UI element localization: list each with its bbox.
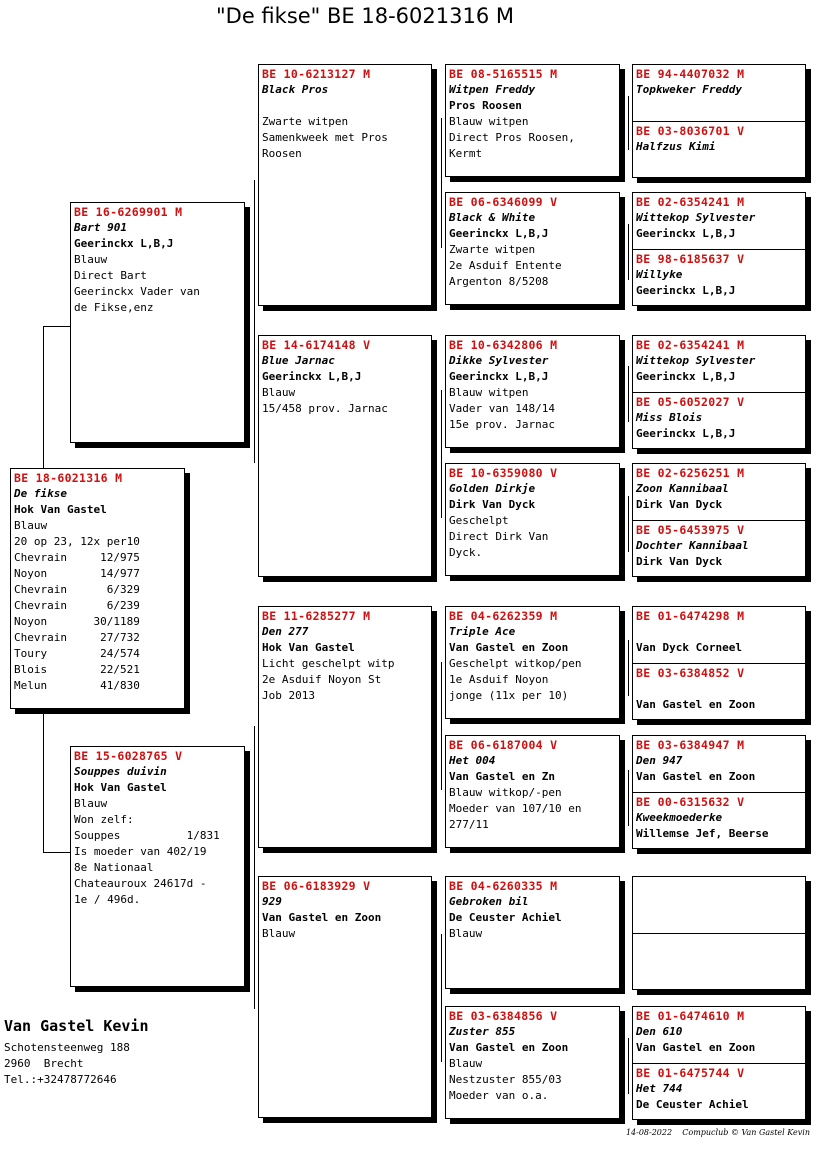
- pigeon-card-gen3[interactable]: [258, 606, 432, 848]
- ring-number: BE 10-6342806 M: [449, 338, 558, 352]
- result-line: Chevrain 12/975: [14, 551, 140, 564]
- owner-name: Pros Roosen: [449, 99, 522, 112]
- connector-line: [441, 662, 442, 790]
- info-line: Blauw witkop/-pen: [449, 786, 562, 799]
- ring-number: BE 03-6384852 V: [636, 666, 745, 680]
- info-line: jonge (11x per 10): [449, 689, 569, 702]
- pigeon-card-gen5-empty[interactable]: [632, 876, 806, 933]
- connector-line: [441, 118, 442, 248]
- pigeon-name: Topkweker Freddy: [636, 83, 742, 96]
- info-line: Blauw: [449, 927, 483, 940]
- ring-number: BE 11-6285277 M: [262, 609, 371, 623]
- pigeon-name: Zoon Kannibaal: [636, 482, 729, 495]
- pigeon-card-gen5[interactable]: [632, 335, 806, 392]
- ring-number: BE 06-6183929 V: [262, 879, 371, 893]
- pigeon-card-gen5[interactable]: [632, 1063, 806, 1120]
- connector-line: [254, 180, 255, 463]
- info-line: [262, 98, 428, 114]
- connector-line: [628, 96, 629, 150]
- info-line: Blauw: [14, 519, 48, 532]
- owner-name: Geerinckx L,B,J: [636, 370, 736, 383]
- info-line: 2e Asduif Entente: [449, 259, 562, 272]
- info-line: Blauw: [74, 797, 108, 810]
- pigeon-name: Zuster 855: [449, 1025, 516, 1038]
- ring-number: BE 06-6346099 V: [449, 195, 558, 209]
- info-line: Blauw: [74, 253, 108, 266]
- pigeon-card-gen4[interactable]: [445, 1006, 620, 1119]
- owner-name: Hok Van Gastel: [262, 641, 355, 654]
- pigeon-name: Den 610: [636, 1025, 683, 1038]
- pigeon-name: Den 947: [636, 754, 683, 767]
- pigeon-card-sire[interactable]: [70, 202, 245, 443]
- ring-number: BE 03-6384856 V: [449, 1009, 558, 1023]
- pigeon-card-gen5[interactable]: [632, 463, 806, 520]
- ring-number: BE 01-6475744 V: [636, 1066, 745, 1080]
- connector-line: [628, 1038, 629, 1094]
- ring-number: BE 16-6269901 M: [74, 205, 183, 219]
- ring-number: BE 02-6256251 M: [636, 466, 745, 480]
- result-line: Chevrain 6/239: [14, 599, 140, 612]
- pigeon-card-gen5[interactable]: [632, 792, 806, 849]
- owner-name: Geerinckx L,B,J: [74, 237, 174, 250]
- pigeon-card-gen3[interactable]: [258, 335, 432, 577]
- info-line: 20 op 23, 12x per10: [14, 535, 140, 548]
- info-line: Dyck.: [449, 546, 483, 559]
- pigeon-name: Blue Jarnac: [262, 354, 335, 367]
- ring-number: BE 04-6262359 M: [449, 609, 558, 623]
- connector-line: [628, 224, 629, 280]
- result-line: Noyon 14/977: [14, 567, 140, 580]
- ring-number: BE 04-6260335 M: [449, 879, 558, 893]
- owner-name: Willemse Jef, Beerse: [636, 827, 769, 840]
- info-line: 1e / 496d.: [74, 893, 141, 906]
- connector-line: [628, 496, 629, 552]
- result-line: Blois 22/521: [14, 663, 140, 676]
- ring-number: BE 94-4407032 M: [636, 67, 745, 81]
- pigeon-card-gen5-empty[interactable]: [632, 933, 806, 990]
- pigeon-card-gen4[interactable]: [445, 64, 620, 177]
- pigeon-card-gen5[interactable]: [632, 192, 806, 249]
- pigeon-name: Miss Blois: [636, 411, 703, 424]
- pigeon-name: De fikse: [14, 487, 67, 500]
- pigeon-card-gen5[interactable]: [632, 606, 806, 663]
- ring-number: BE 06-6187004 V: [449, 738, 558, 752]
- owner-name: Geerinckx L,B,J: [636, 427, 736, 440]
- pigeon-card-gen3[interactable]: [258, 64, 432, 306]
- pigeon-name: Black & White: [449, 211, 536, 224]
- result-line: Chevrain 27/732: [14, 631, 140, 644]
- pigeon-card-gen4[interactable]: [445, 335, 620, 448]
- pigeon-name: Kweekmoederke: [636, 811, 723, 824]
- pigeon-name: Black Pros: [262, 83, 329, 96]
- info-line: Licht geschelpt witp: [262, 657, 395, 670]
- info-line: Zwarte witpen: [262, 115, 349, 128]
- info-line: Blauw witpen: [449, 115, 529, 128]
- info-line: Nestzuster 855/03: [449, 1073, 562, 1086]
- connector-line: [441, 934, 442, 1062]
- info-line: 8e Nationaal: [74, 861, 154, 874]
- pigeon-name: [636, 681, 802, 697]
- pigeon-name: Wittekop Sylvester: [636, 211, 756, 224]
- info-line: Moeder van o.a.: [449, 1089, 549, 1102]
- owner-name: Hok Van Gastel: [14, 503, 107, 516]
- info-line: Job 2013: [262, 689, 315, 702]
- ring-number: BE 10-6359080 V: [449, 466, 558, 480]
- result-line: Chevrain 6/329: [14, 583, 140, 596]
- ring-number: BE 14-6174148 V: [262, 338, 371, 352]
- pigeon-card-gen5[interactable]: [632, 735, 806, 792]
- ring-number: BE 15-6028765 V: [74, 749, 183, 763]
- connector-line: [254, 726, 255, 1009]
- info-line: Blauw: [262, 927, 296, 940]
- info-line: Blauw witpen: [449, 386, 529, 399]
- pigeon-name: Souppes duivin: [74, 765, 167, 778]
- info-line: Won zelf:: [74, 813, 134, 826]
- info-line: Samenkweek met Pros: [262, 131, 388, 144]
- pigeon-name: Willyke: [636, 268, 683, 281]
- connector-line: [628, 366, 629, 422]
- pigeon-name: Het 744: [636, 1082, 683, 1095]
- ring-number: BE 00-6315632 V: [636, 795, 745, 809]
- pigeon-card-gen5[interactable]: [632, 249, 806, 306]
- connector-line: [43, 710, 44, 852]
- pigeon-name: Wittekop Sylvester: [636, 354, 756, 367]
- info-line: 15e prov. Jarnac: [449, 418, 555, 431]
- connector-line: [628, 770, 629, 826]
- pigeon-name: Triple Ace: [449, 625, 516, 638]
- breeder-street: Schotensteenweg 188: [4, 1041, 130, 1054]
- connector-line: [43, 326, 70, 327]
- owner-name: Dirk Van Dyck: [449, 498, 536, 511]
- ring-number: BE 03-8036701 V: [636, 124, 745, 138]
- owner-name: Van Gastel en Zoon: [636, 698, 756, 711]
- info-line: Is moeder van 402/19: [74, 845, 207, 858]
- info-line: Kermt: [449, 147, 483, 160]
- connector-line: [628, 640, 629, 696]
- info-line: Blauw: [449, 1057, 483, 1070]
- pigeon-name: Golden Dirkje: [449, 482, 536, 495]
- ring-number: BE 02-6354241 M: [636, 338, 745, 352]
- ring-number: BE 05-6453975 V: [636, 523, 745, 537]
- page-title: "De fikse" BE 18-6021316 M: [216, 4, 514, 28]
- connector-line: [43, 326, 44, 469]
- result-line: Melun 41/830: [14, 679, 140, 692]
- owner-name: Dirk Van Dyck: [636, 555, 723, 568]
- breeder-name: Van Gastel Kevin: [4, 1017, 149, 1035]
- owner-name: Geerinckx L,B,J: [636, 284, 736, 297]
- info-line: Argenton 8/5208: [449, 275, 549, 288]
- pigeon-card-gen5[interactable]: [632, 392, 806, 449]
- owner-name: De Ceuster Achiel: [449, 911, 562, 924]
- ring-number: BE 18-6021316 M: [14, 471, 123, 485]
- info-line: 15/458 prov. Jarnac: [262, 402, 388, 415]
- owner-name: Hok Van Gastel: [74, 781, 167, 794]
- info-line: Geschelpt: [449, 514, 509, 527]
- info-line: Vader van 148/14: [449, 402, 555, 415]
- connector-line: [441, 390, 442, 518]
- pigeon-name: Witpen Freddy: [449, 83, 536, 96]
- info-line: Roosen: [262, 147, 302, 160]
- info-line: Geerinckx Vader van: [74, 285, 200, 298]
- pigeon-card-dam[interactable]: [70, 746, 245, 987]
- info-line: Zwarte witpen: [449, 243, 536, 256]
- info-line: Blauw: [262, 386, 296, 399]
- ring-number: BE 02-6354241 M: [636, 195, 745, 209]
- pigeon-name: Gebroken bil: [449, 895, 529, 908]
- owner-name: Van Gastel en Zn: [449, 770, 555, 783]
- owner-name: Geerinckx L,B,J: [636, 227, 736, 240]
- footer-credit: 14-08-2022 Compuclub © Van Gastel Kevin: [625, 1128, 810, 1137]
- pigeon-card-gen5[interactable]: [632, 663, 806, 720]
- info-line: 2e Asduif Noyon St: [262, 673, 382, 686]
- pigeon-card-gen5[interactable]: [632, 64, 806, 121]
- pigeon-card-gen4[interactable]: [445, 463, 620, 576]
- pigeon-name: 929: [262, 895, 282, 908]
- info-line: de Fikse,enz: [74, 301, 154, 314]
- owner-name: Dirk Van Dyck: [636, 498, 723, 511]
- owner-name: Van Gastel en Zoon: [449, 1041, 569, 1054]
- info-line: Direct Bart: [74, 269, 147, 282]
- owner-name: Geerinckx L,B,J: [449, 227, 549, 240]
- breeder-info: [4, 1018, 149, 1088]
- breeder-phone: Tel.:+32478772646: [4, 1073, 117, 1086]
- owner-name: Van Gastel en Zoon: [636, 770, 756, 783]
- pigeon-card-gen4[interactable]: [445, 735, 620, 848]
- info-line: Direct Pros Roosen,: [449, 131, 575, 144]
- info-line: Moeder van 107/10 en: [449, 802, 582, 815]
- ring-number: BE 10-6213127 M: [262, 67, 371, 81]
- info-line: Souppes 1/831: [74, 829, 220, 842]
- pigeon-card-gen4[interactable]: [445, 606, 620, 719]
- info-line: Geschelpt witkop/pen: [449, 657, 582, 670]
- ring-number: BE 01-6474298 M: [636, 609, 745, 623]
- ring-number: BE 08-5165515 M: [449, 67, 558, 81]
- owner-name: Geerinckx L,B,J: [262, 370, 362, 383]
- ring-number: BE 05-6052027 V: [636, 395, 745, 409]
- pigeon-card-gen3[interactable]: [258, 876, 432, 1118]
- pigeon-card-subject[interactable]: [10, 468, 185, 709]
- pigeon-name: Halfzus Kimi: [636, 140, 716, 153]
- pigeon-card-gen4[interactable]: [445, 192, 620, 305]
- pigeon-name: Dikke Sylvester: [449, 354, 549, 367]
- pigeon-name: Het 004: [449, 754, 496, 767]
- breeder-city: 2960 Brecht: [4, 1057, 84, 1070]
- pigeon-card-gen5[interactable]: [632, 121, 806, 178]
- pigeon-card-gen5[interactable]: [632, 520, 806, 577]
- owner-name: Van Gastel en Zoon: [262, 911, 382, 924]
- owner-name: De Ceuster Achiel: [636, 1098, 749, 1111]
- ring-number: BE 01-6474610 M: [636, 1009, 745, 1023]
- pigeon-name: [636, 624, 802, 640]
- owner-name: Geerinckx L,B,J: [449, 370, 549, 383]
- connector-line: [43, 852, 70, 853]
- info-line: 277/11: [449, 818, 489, 831]
- pigeon-name: Den 277: [262, 625, 309, 638]
- owner-name: Van Dyck Corneel: [636, 641, 742, 654]
- pigeon-card-gen5[interactable]: [632, 1006, 806, 1063]
- pigeon-name: Dochter Kannibaal: [636, 539, 749, 552]
- pigeon-name: Bart 901: [74, 221, 127, 234]
- pigeon-card-gen4[interactable]: [445, 876, 620, 989]
- owner-name: Van Gastel en Zoon: [449, 641, 569, 654]
- result-line: Toury 24/574: [14, 647, 140, 660]
- ring-number: BE 03-6384947 M: [636, 738, 745, 752]
- result-line: Noyon 30/1189: [14, 615, 140, 628]
- owner-name: Van Gastel en Zoon: [636, 1041, 756, 1054]
- ring-number: BE 98-6185637 V: [636, 252, 745, 266]
- info-line: Direct Dirk Van: [449, 530, 549, 543]
- info-line: Chateauroux 24617d -: [74, 877, 207, 890]
- info-line: 1e Asduif Noyon: [449, 673, 549, 686]
